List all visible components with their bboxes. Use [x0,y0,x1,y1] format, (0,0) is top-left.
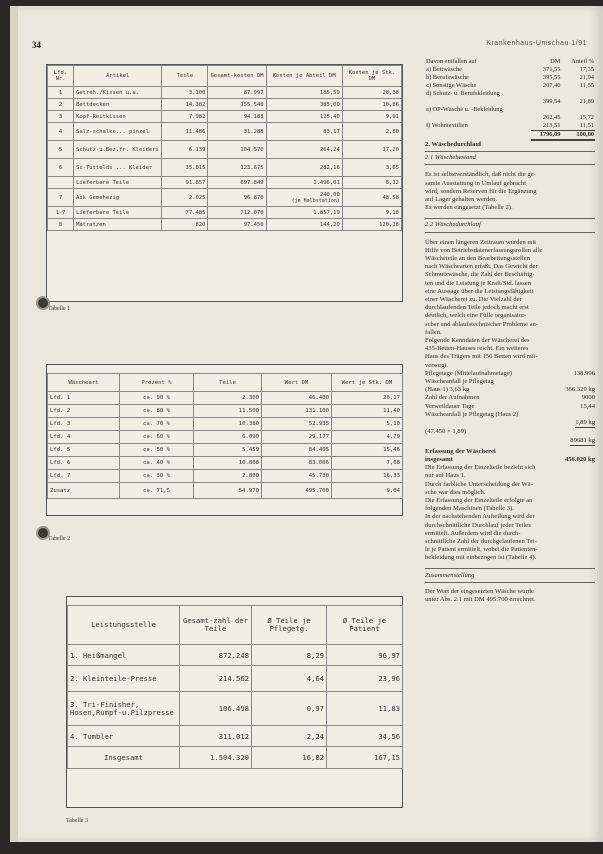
text-line: le je Patient ermittelt, wobei die Patienten- [425,546,538,554]
kv-label: insgesamt [425,455,453,463]
table-row [48,470,403,483]
divider [425,164,595,165]
table-1-header-cell: Lfd. Nr. [48,66,74,87]
text-line: Schmutzwäsche, die Zahl der Beschäftig- [425,271,535,279]
table-row [425,74,595,82]
table-cell: 4 [48,123,74,141]
text-line: Die Erfassung der Einzelteile erfolgte an [425,496,533,504]
table-row [425,82,595,90]
table-cell: 712.070 [208,207,266,219]
text-line: auf Lager gehalten werden. [425,196,498,204]
table-cell: Lfd. 6 [48,457,120,470]
table-cell: 872.248 [180,645,252,666]
table-cell [531,106,562,114]
table-1-header-cell: Kosten je Stk. DM [342,66,401,87]
table-row [425,114,595,122]
table-cell: 131.100 [262,405,332,418]
table-cell: e) OP-Wäsche u. -Bekleidung [426,106,503,113]
table-2-caption: Tabelle 2 [48,536,71,542]
table-cell: Davon entfallen auf [426,58,477,65]
table-cell: 91.857 [162,177,208,189]
text-line: Über einen längeren Zeitraum wurden mit [425,238,537,246]
text-line: Folgende Kenndaten der Wäscherei des [425,337,530,345]
table-cell: 7.982 [162,111,208,123]
table-cell: 144,20 [266,219,342,231]
table-cell: 10.380 [194,418,262,431]
table-cell: 96.870 [208,189,266,207]
table-cell: 10,86 [342,99,401,111]
paragraph [425,464,595,562]
table-cell: 214.562 [180,666,252,692]
table-cell: 2 [48,99,74,111]
table-cell: 2.300 [194,392,262,405]
table-cell: b) Berufswäsche [426,74,469,81]
table-cell: 28,38 [342,87,401,99]
table-row [48,444,403,457]
table-row [68,666,403,692]
table-cell: 167,15 [327,747,403,769]
table-cell: 7 [48,189,74,207]
table-2-header-cell: Teile [194,374,262,392]
table-cell: Lieferbare Teile [74,177,162,189]
key-values [425,370,595,446]
text-line: Die Erfassung der Einzelteile bezieht sich [425,464,536,472]
table-cell: Lfd. 4 [48,431,120,444]
table-3-header [68,606,403,645]
table-cell [425,98,531,106]
table-cell: 8,29 [252,645,327,666]
text-line: ermittelt. Außerdem wird die durch- [425,529,521,537]
table-row [425,98,595,106]
table-cell: 262,45 [542,114,561,121]
text-line: Wäscheteile an den Bearbeitungsstellen [425,255,530,263]
table-cell [561,106,595,114]
table-cell: 1.857,19 [266,207,342,219]
table-cell: 6.090 [194,431,262,444]
kv-row [425,419,595,428]
text-line: Haus des Trägers mit 156 Betten wird mit- [425,353,538,361]
table-cell: 125,40 [266,111,342,123]
table-cell: 2.800 [194,470,262,483]
table-cell: Lfd. 7 [48,470,120,483]
table-cell: 77.485 [162,207,208,219]
text-line: deutlich, welch eine Fülle organisator- [425,312,527,320]
table-cell: 87.997 [208,87,266,99]
table-row [68,692,403,726]
kv-label: Wäscheanfall je Pflegetag (Haus 2) [425,410,519,418]
table-1-grid [47,65,402,231]
table-cell: Bettdecken [74,99,162,111]
text-line: Erfassung der Wäscherei [425,447,496,455]
kv-row [425,411,595,419]
table-cell: 1-7 [48,207,74,219]
table-row [48,159,402,177]
subsection-heading: 2.2 Wäschedurchlauf [425,221,481,229]
table-cell: 3,65 [342,159,401,177]
table-cell: Kopf-Reitkissen [74,111,162,123]
text-line: sche war dies möglich. [425,488,486,496]
table-1-header-cell: Kosten je Abteil DM [266,66,342,87]
table-cell: 5.459 [194,444,262,457]
table-cell: 20,17 [332,392,403,405]
table-cell: 1.504.320 [180,747,252,769]
text-line: unter Abs. 2.1 mit DM 495.700 errechnet. [425,595,536,603]
table-cell: 207,40 [542,82,561,89]
table-row [48,418,403,431]
text-line: wird, sondern Reserven für die Ergänzung [425,187,537,195]
table-cell: 97.450 [208,219,266,231]
table-cell: 11,83 [327,692,403,726]
kv-value: 366.329 kg [565,386,595,394]
table-cell: 371,55 [542,66,561,73]
table-cell: Matratzen [74,219,162,231]
table-header [425,58,595,66]
table-row [48,189,402,207]
table-cell: 5 [48,141,74,159]
table-cell: 83.006 [262,457,332,470]
table-cell: 3 [48,111,74,123]
table-cell: ca. 60 % [120,431,194,444]
table-cell: 3.100 [162,87,208,99]
table-1-caption: Tabelle 1 [48,306,71,312]
total-block [425,448,595,464]
table-cell: 7,68 [332,457,403,470]
table-3-header-cell: Leistungsstelle [68,606,180,645]
table-cell: 16,33 [332,470,403,483]
paragraph [425,171,595,212]
table-cell [425,131,531,141]
table-subtotal-row [48,177,402,189]
kv-value: 15,44 [580,402,595,410]
cost-summary-table [425,58,595,141]
table-cell: d) Schutz- u. Berufskleidung [426,90,500,97]
divider [425,232,595,233]
table-cell: 21,94 [579,74,594,81]
text-line: folgenden Maschinen (Tabelle 3). [425,505,514,513]
document-page [10,6,603,842]
table-row [48,111,402,123]
text-line: 435-Betten-Hauses reicht. Ein weiteres [425,345,529,353]
kv-label: Verweildauer Tage [425,402,475,410]
table-cell: 34,56 [327,726,403,747]
table-cell: 35.015 [162,159,208,177]
table-cell: 100,00 [561,131,595,141]
table-cell: 54.970 [194,483,262,499]
table-1 [46,64,403,302]
paragraph [425,588,595,604]
table-row [48,219,402,231]
text-line: fallen. [425,328,442,336]
table-cell: Lfd. 3 [48,418,120,431]
table-cell: 96,97 [327,645,403,666]
table-cell: f) Wohntextilien [426,122,468,130]
divider [425,151,595,152]
table-cell: Insgesamt [68,747,180,769]
table-row [48,392,403,405]
table-row [425,66,595,74]
table-cell: 6.139 [162,141,208,159]
table-cell: 31.288 [208,123,266,141]
table-cell: c) Sonstige Wäsche [426,82,477,89]
table-cell: 155.540 [208,99,266,111]
subsection-heading: Zusammenstellung [425,571,475,579]
table-row [48,99,402,111]
table-cell: 15,46 [332,444,403,457]
table-cell: 185,59 [266,87,342,99]
text-line: nach Wäschearten erfaßt. Das Gewicht der [425,263,538,271]
table-cell: ca. 90 % [120,392,194,405]
table-cell [531,90,562,98]
table-1-header-cell: Gesamt-kosten DM [208,66,266,87]
table-row [48,87,402,99]
table-cell: a) Bettwäsche [426,66,463,73]
table-cell: 46.400 [262,392,332,405]
table-cell: Salz-schalke... pinzel [74,123,162,141]
table-cell: 4,64 [252,666,327,692]
table-cell: 0,97 [252,692,327,726]
kv-row [425,403,595,411]
table-cell: 4. Tumbler [68,726,180,747]
subsection-heading: 2.1 Wäschebestand [425,154,476,162]
table-cell: ca. 40 % [120,457,194,470]
text-line: einer Wäscherei zu. Die Vielzahl der [425,296,522,304]
kv-label: (47.450 × 1,89) [425,428,467,436]
kv-row [425,370,595,378]
table-row [68,726,403,747]
text-line: Der Wert der eingesetzten Wäsche wurde [425,587,534,595]
table-cell: 83,17 [266,123,342,141]
table-row [68,645,403,666]
table-cell: 820 [162,219,208,231]
table-cell: ca. 80 % [120,405,194,418]
section-heading: 2. Wäschedurchlauf [425,141,482,148]
table-cell: 1. Heißmangel [68,645,180,666]
table-cell: DM [550,58,561,65]
table-cell: 10.808 [194,457,262,470]
table-3-caption: Tabelle 3 [66,818,89,824]
table-cell: 385,00 [266,99,342,111]
kv-label: Pflegetage (Mittelaufnahmetage) [425,369,512,377]
table-cell: Lfd. 5 [48,444,120,457]
text-line: Es ist selbstverständlich, daß nicht die ge- [425,171,536,179]
table-cell: 9,18 [342,207,401,219]
running-head: Krankenhaus-Umschau 1/91 [486,40,587,47]
divider [425,582,595,583]
table-cell: 17,35 [579,66,594,73]
table-cell: 17,20 [342,141,401,159]
table-cell: 1796,09 [531,131,562,141]
table-3-header-cell: Ø Teile je Patient [327,606,403,645]
text-line: versorgt. [425,361,449,369]
table-cell: 6 [48,159,74,177]
table-cell [266,189,342,207]
text-line: durchschnittliche Durchlauf jeder Teiles [425,521,531,529]
table-cell: 11,55 [579,82,594,89]
table-3-header-cell: Gesamt-zahl der Teile [180,606,252,645]
kv-row [425,428,595,436]
table-row [48,123,402,141]
table-cell: Sc-Tuttelds ... Kleider [74,159,162,177]
table-cell: Ask Gemehezig [74,189,162,207]
kv-label: Wäscheanfall je Pflegetag [425,378,494,386]
binder-hole-icon [36,296,50,310]
table-cell: 120,18 [342,219,401,231]
table-cell: 11,40 [332,405,403,418]
table-2-header-cell: Wert DM [262,374,332,392]
table-cell: Zusatz [48,483,120,499]
table-cell: Anteil % [571,58,594,65]
text-line: In der nachstehenden Aufteilung wird der [425,513,535,521]
text-line: samte Ausstattung in Umlauf gebracht [425,179,527,187]
text-line: bekleidung mit einbezogen ist (Tabelle 4). [425,554,537,562]
table-row [48,431,403,444]
table-cell: Lfd. 2 [48,405,120,418]
table-total-row [48,483,403,499]
table-row [48,405,403,418]
table-cell: 45.730 [262,470,332,483]
table-cell: ca. 71,5 [120,483,194,499]
kv-value: 1,89 kg [575,419,595,428]
right-column [425,58,595,604]
table-cell: 697.849 [208,177,266,189]
kv-label: Zahl der Aufnahmen [425,394,480,402]
table-cell: 1.496,01 [266,177,342,189]
table-cell-value: 240,00 [319,191,340,198]
table-cell: 1 [48,87,74,99]
table-2 [46,364,403,516]
table-cell: 29.177 [262,431,332,444]
table-cell: 84.405 [262,444,332,457]
table-cell: 94.183 [208,111,266,123]
kv-row [425,386,595,394]
text-line: schnittliche Zahl der durchgelaufenen Tei- [425,537,537,545]
paragraph [425,239,595,370]
kv-row [425,378,595,386]
table-cell: Schutz-u.Bez.fr. Kleiders [74,141,162,159]
table-1-header-cell: Artikel [74,66,162,87]
table-cell: Lfd. 1 [48,392,120,405]
kv-row [425,456,595,464]
table-1-header [48,66,402,87]
divider [425,218,595,219]
table-cell [561,90,595,98]
table-cell: 5,10 [332,418,403,431]
table-cell: 16,82 [252,747,327,769]
table-cell: 11.500 [194,405,262,418]
text-line: ten und die Leistung je Kraft/Std. lassen [425,279,532,287]
table-cell: 264,24 [266,141,342,159]
table-cell: 4,79 [332,431,403,444]
table-1-header-cell: Teile [162,66,208,87]
table-cell: 2. Kleinteile-Presse [68,666,180,692]
table-cell: 2.025 [162,189,208,207]
kv-value: 138.996 [573,369,595,377]
table-cell: 52.935 [262,418,332,431]
table-cell: 14.382 [162,99,208,111]
table-2-header [48,374,403,392]
kv-value: 89681 kg [570,437,595,446]
table-2-header-cell: Prozent % [120,374,194,392]
kv-value: 456.020 kg [564,455,595,463]
table-cell-note: (je Halbstation) [291,197,340,204]
table-row [425,106,595,114]
page-number: 34 [32,40,41,50]
text-line: eine Aussage über die Leistungsfähigkeit [425,287,534,295]
table-cell: 8,12 [342,177,401,189]
table-cell [425,114,531,122]
table-cell: Lieferbare Teile [74,207,162,219]
text-line: Hilfe von Betriebsdatenerfassungsrollen alle [425,246,543,254]
text-line: nur auf Haus 1. [425,472,466,480]
table-cell: 311.012 [180,726,252,747]
table-row [425,90,595,98]
table-cell: 11.486 [162,123,208,141]
divider [425,568,595,569]
table-row [48,141,402,159]
table-cell: 123.675 [208,159,266,177]
table-cell: ca. 30 % [120,470,194,483]
table-3 [66,596,403,808]
table-cell: 9,91 [342,111,401,123]
table-2-grid [47,373,403,499]
text-line: Es werden eingesetzt (Tabelle 2). [425,204,513,212]
table-total-row [425,131,595,141]
table-row [48,457,403,470]
table-cell: 395,55 [542,74,561,81]
table-2-header-cell: Wert je Stk. DM [332,374,403,392]
table-total-row [68,747,403,769]
text-line: scher und ablaufstechnischer Probleme an- [425,320,539,328]
table-cell: 104.570 [208,141,266,159]
table-cell: 495.700 [262,483,332,499]
kv-value: 9000 [581,394,595,402]
table-3-grid [67,605,403,769]
kv-label: (Haus 1) 3,63 kg [425,386,470,394]
kv-row [425,394,595,402]
table-cell: 21,89 [579,98,594,105]
table-cell: 399,54 [542,98,561,105]
table-3-header-cell: Ø Teile je Pflegetg. [252,606,327,645]
table-cell: 3. Tri-Finisher, Hosen,Rumpf-u.Pilzpresse [68,692,180,726]
table-cell: 2,80 [342,123,401,141]
table-cell: 11,51 [561,122,595,131]
table-total-row [48,207,402,219]
text-line: durchlaufenden Teile jedoch macht erst [425,304,529,312]
table-2-header-cell: Wäscheart [48,374,120,392]
table-cell: 282,16 [266,159,342,177]
kv-row [425,437,595,446]
table-cell: 23,96 [327,666,403,692]
table-cell: 15,72 [579,114,594,121]
table-cell [48,177,74,189]
table-row [425,122,595,131]
table-cell: 9,04 [332,483,403,499]
table-cell: Getreh./Kissen u.a. [74,87,162,99]
table-cell: ca. 70 % [120,418,194,431]
table-cell: 106.498 [180,692,252,726]
table-cell: 8 [48,219,74,231]
table-cell: 48,58 [342,189,401,207]
table-cell: 2,24 [252,726,327,747]
table-cell: ca. 50 % [120,444,194,457]
binder-hole-icon [36,526,50,540]
text-line: Durch farbliche Unterscheidung der Wä- [425,480,533,488]
table-cell: 213,51 [531,122,562,131]
